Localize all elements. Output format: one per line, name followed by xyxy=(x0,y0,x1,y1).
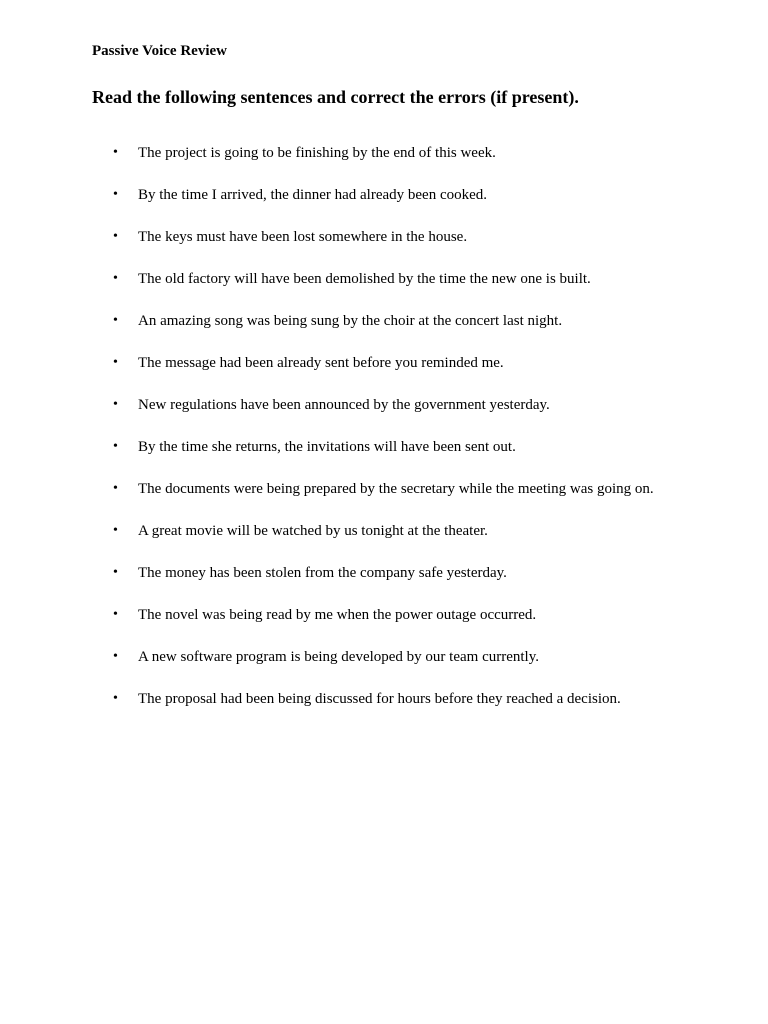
sentence-text: The novel was being read by me when the power outage occurred. xyxy=(138,607,537,623)
list-item xyxy=(0,311,768,353)
bullet-icon: • xyxy=(113,187,118,202)
list-item xyxy=(0,353,768,395)
list-item xyxy=(0,395,768,437)
sentence-text: By the time I arrived, the dinner had already been cooked. xyxy=(138,187,488,203)
sentence-text: The project is going to be finishing by the end of this week. xyxy=(138,145,496,161)
bullet-icon: • xyxy=(113,313,118,328)
sentence-text: The keys must have been lost somewhere in the house. xyxy=(138,229,468,245)
bullet-icon: • xyxy=(113,439,118,454)
sentence-text: The old factory will have been demolished by the time the new one is built. xyxy=(138,271,591,287)
sentence-text: By the time she returns, the invitations will have been sent out. xyxy=(138,439,516,455)
list-item xyxy=(0,563,768,605)
bullet-icon: • xyxy=(113,691,118,706)
list-item xyxy=(0,647,768,689)
list-item xyxy=(0,227,768,269)
bullet-icon: • xyxy=(113,271,118,286)
list-item xyxy=(0,437,768,479)
document-title: Passive Voice Review xyxy=(92,43,227,59)
list-item xyxy=(0,185,768,227)
sentence-text: The proposal had been being discussed for hours before they reached a decision. xyxy=(138,691,621,707)
sentence-text: The money has been stolen from the company safe yesterday. xyxy=(138,565,507,581)
bullet-icon: • xyxy=(113,145,118,160)
sentence-text: A great movie will be watched by us tonight at the theater. xyxy=(138,523,488,539)
bullet-icon: • xyxy=(113,607,118,622)
list-item xyxy=(0,143,768,185)
bullet-icon: • xyxy=(113,397,118,412)
list-item xyxy=(0,521,768,563)
list-item xyxy=(0,269,768,311)
sentence-text: The message had been already sent before you reminded me. xyxy=(138,355,504,371)
list-item xyxy=(0,689,768,731)
instruction-heading: Read the following sentences and correct the errors (if present). xyxy=(92,87,579,107)
bullet-icon: • xyxy=(113,229,118,244)
sentence-text: New regulations have been announced by the government yesterday. xyxy=(138,397,550,413)
bullet-icon: • xyxy=(113,355,118,370)
bullet-icon: • xyxy=(113,523,118,538)
bullet-icon: • xyxy=(113,649,118,664)
sentence-text: An amazing song was being sung by the choir at the concert last night. xyxy=(138,313,563,329)
bullet-icon: • xyxy=(113,565,118,580)
list-item xyxy=(0,605,768,647)
list-item xyxy=(0,479,768,521)
sentence-text: A new software program is being developed by our team currently. xyxy=(138,649,539,665)
sentence-list xyxy=(0,143,768,731)
sentence-text: The documents were being prepared by the secretary while the meeting was going on. xyxy=(138,481,654,497)
bullet-icon: • xyxy=(113,481,118,496)
